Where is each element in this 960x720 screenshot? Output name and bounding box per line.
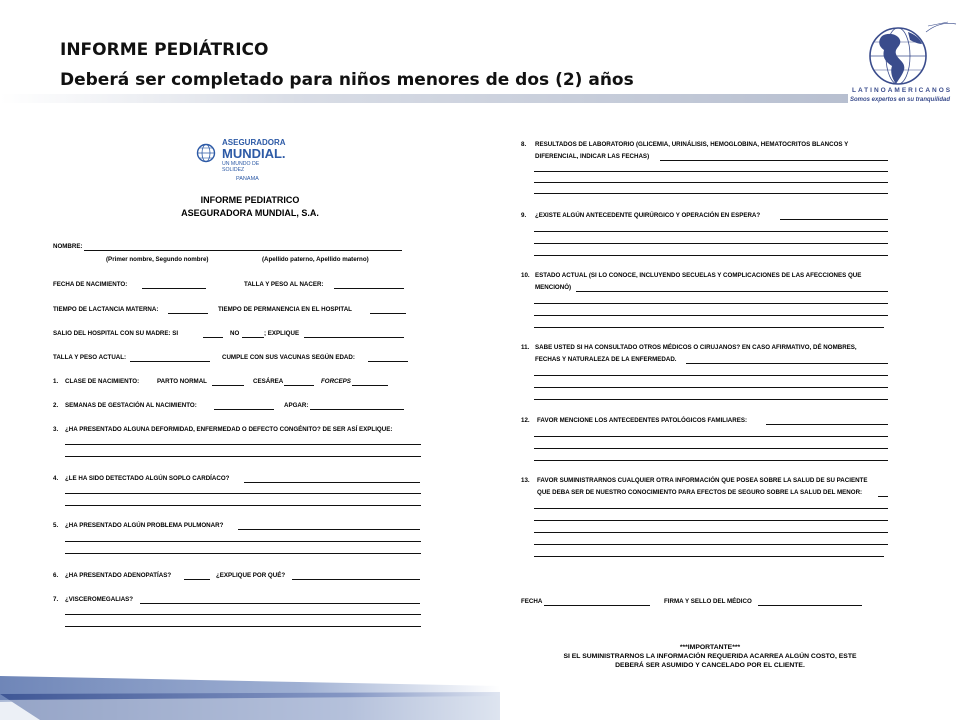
q12-answer-line[interactable] [766, 424, 888, 425]
q2-label: SEMANAS DE GESTACIÓN AL NACIMIENTO: [65, 402, 197, 409]
q1-cesarea-label: CESÁREA [253, 378, 284, 385]
salio-no-label: NO [230, 330, 240, 337]
q12-answer-line[interactable] [534, 448, 888, 449]
insurer-logo-slogan: UN MUNDO DE SOLIDEZ [222, 161, 260, 173]
important-title: ***IMPORTANTE*** [679, 644, 741, 651]
logo-wordmark: LATINOAMERICANOS [852, 87, 953, 94]
q13-answer-line[interactable] [534, 556, 884, 557]
permanencia-field[interactable] [370, 313, 406, 314]
talla-actual-field[interactable] [130, 361, 210, 362]
q11-answer-line[interactable] [686, 363, 888, 364]
q11-label-line2: FECHAS Y NATURALEZA DE LA ENFERMEDAD. [535, 356, 677, 363]
important-line1: SI EL SUMINISTRARNOS LA INFORMACIÓN REQUERIDA ACARREA ALGÚN COSTO, ESTE [563, 653, 857, 660]
q1-cesarea-field[interactable] [284, 385, 314, 386]
important-line2: DEBERÁ SER ASUMIDO Y CANCELADO POR EL CLIENTE. [615, 662, 805, 669]
q12-answer-line[interactable] [534, 436, 888, 437]
q13-label-line2: QUE DEBA SER DE NUESTRO CONOCIMIENTO PARA EFECTOS DE SEGURO SOBRE LA SALUD DEL MENOR: [537, 489, 863, 496]
q4-answer-line[interactable] [244, 482, 420, 483]
q12-answer-line[interactable] [534, 460, 888, 461]
q13-answer-line[interactable] [534, 508, 888, 509]
q3-label: ¿HA PRESENTADO ALGUNA DEFORMIDAD, ENFERMEDAD O DEFECTO CONGÉNITO? DE SER ASÍ EXPLIQUE: [65, 426, 393, 433]
fecha-field[interactable] [544, 605, 650, 606]
q13-label-line1: FAVOR SUMINISTRARNOS CUALQUIER OTRA INFORMACIÓN QUE POSEA SOBRE LA SALUD DE SU PACIENTE [537, 477, 868, 484]
insurer-logo-country: PANAMA [236, 176, 259, 182]
q5-answer-line[interactable] [65, 541, 421, 542]
q8-label-line2: DIFERENCIAL, INDICAR LAS FECHAS) [535, 153, 650, 160]
salio-si-field[interactable] [203, 337, 223, 338]
q9-answer-line[interactable] [534, 243, 888, 244]
nombre-field[interactable] [84, 250, 402, 251]
q11-answer-line[interactable] [534, 375, 888, 376]
q6-label: ¿HA PRESENTADO ADENOPATÍAS? [65, 572, 172, 579]
vacunas-field[interactable] [368, 361, 408, 362]
q6-number: 6. [53, 572, 59, 579]
footer-decoration [0, 676, 500, 720]
slide-subtitle: Deberá ser completado para niños menores de dos (2) años [60, 70, 634, 90]
q1-forceps-label: FORCEPS [321, 378, 351, 385]
q10-answer-line[interactable] [534, 303, 888, 304]
fecha-label: FECHA [521, 598, 543, 605]
logo-tagline: Somos expertos en su tranquilidad [850, 97, 951, 103]
q11-number: 11. [521, 344, 530, 351]
fecha-nacimiento-field[interactable] [142, 288, 206, 289]
q10-answer-line[interactable] [576, 291, 888, 292]
q7-number: 7. [53, 596, 59, 603]
q11-answer-line[interactable] [534, 399, 888, 400]
q9-label: ¿EXISTE ALGÚN ANTECEDENTE QUIRÚRGICO Y OPERACIÓN EN ESPERA? [535, 212, 761, 219]
q10-label-line2: MENCIONÓ) [535, 284, 572, 291]
important-notice [520, 643, 900, 670]
q10-answer-line[interactable] [534, 327, 884, 328]
q5-number: 5. [53, 522, 59, 529]
salio-explique-field[interactable] [304, 337, 404, 338]
form-title: INFORME PEDIATRICO [200, 195, 300, 205]
q5-answer-line[interactable] [65, 553, 421, 554]
q3-answer-line[interactable] [65, 456, 421, 457]
q4-label: ¿LE HA SIDO DETECTADO ALGÚN SOPLO CARDÍACO? [65, 475, 230, 482]
q12-number: 12. [521, 417, 530, 424]
q13-answer-line[interactable] [534, 520, 888, 521]
vacunas-label: CUMPLE CON SUS VACUNAS SEGÚN EDAD: [222, 354, 355, 361]
q6-explique-field[interactable] [292, 579, 420, 580]
q8-answer-line[interactable] [660, 160, 888, 161]
salio-no-field[interactable] [242, 337, 264, 338]
q8-answer-line[interactable] [534, 182, 888, 183]
q1-label: CLASE DE NACIMIENTO: [65, 378, 140, 385]
q11-answer-line[interactable] [534, 387, 888, 388]
talla-nacer-field[interactable] [334, 288, 404, 289]
q6-explique-label: ¿EXPLIQUE POR QUÉ? [216, 572, 286, 579]
q7-label: ¿VISCEROMEGALIAS? [65, 596, 134, 603]
q7-answer-line[interactable] [65, 626, 421, 627]
nombre-hint-first: (Primer nombre, Segundo nombre) [106, 256, 209, 263]
q9-answer-line[interactable] [534, 255, 888, 256]
q8-answer-line[interactable] [534, 171, 888, 172]
q2-apgar-field[interactable] [310, 409, 404, 410]
q2-apgar-label: APGAR: [284, 402, 309, 409]
insurer-logo-line1: ASEGURADORA [222, 138, 286, 147]
q6-answer-field[interactable] [184, 579, 210, 580]
q8-number: 8. [521, 141, 527, 148]
q5-answer-line[interactable] [238, 529, 420, 530]
salio-label: SALIO DEL HOSPITAL CON SU MADRE: SI [53, 330, 179, 337]
q4-answer-line[interactable] [65, 505, 421, 506]
q9-answer-line[interactable] [534, 231, 888, 232]
nombre-label: NOMBRE: [53, 243, 83, 250]
q7-answer-line[interactable] [65, 614, 421, 615]
permanencia-label: TIEMPO DE PERMANENCIA EN EL HOSPITAL [218, 306, 352, 313]
q4-number: 4. [53, 475, 59, 482]
nombre-hint-last: (Apellido paterno, Apellido materno) [262, 256, 369, 263]
q8-label-line1: RESULTADOS DE LABORATORIO (GLICEMIA, URINÁLISIS, HEMOGLOBINA, HEMATOCRITOS BLANCOS Y [535, 141, 849, 148]
talla-actual-label: TALLA Y PESO ACTUAL: [53, 354, 127, 361]
insurer-logo-line2: MUNDIAL. [222, 146, 286, 161]
form-company: ASEGURADORA MUNDIAL, S.A. [181, 208, 319, 218]
q9-answer-line[interactable] [780, 219, 888, 220]
q10-answer-line[interactable] [534, 315, 888, 316]
q4-answer-line[interactable] [65, 493, 421, 494]
q1-forceps-field[interactable] [352, 385, 388, 386]
lactancia-label: TIEMPO DE LACTANCIA MATERNA: [53, 306, 159, 313]
q1-parto-field[interactable] [212, 385, 244, 386]
header-divider-bar [0, 94, 848, 103]
q13-answer-line[interactable] [534, 532, 888, 533]
fecha-nacimiento-label: FECHA DE NACIMIENTO: [53, 281, 128, 288]
slide-title: INFORME PEDIÁTRICO [60, 40, 269, 60]
q2-semanas-field[interactable] [214, 409, 274, 410]
q1-parto-label: PARTO NORMAL [157, 378, 207, 385]
q3-answer-line[interactable] [65, 444, 421, 445]
firma-label: FIRMA Y SELLO DEL MÉDICO [664, 598, 752, 605]
q13-answer-line[interactable] [534, 544, 888, 545]
q1-number: 1. [53, 378, 59, 385]
q10-number: 10. [521, 272, 530, 279]
talla-nacer-label: TALLA Y PESO AL NACER: [244, 281, 324, 288]
q12-label: FAVOR MENCIONE LOS ANTECEDENTES PATOLÓGICOS FAMILIARES: [537, 417, 748, 424]
lactancia-field[interactable] [168, 313, 208, 314]
q13-number: 13. [521, 477, 530, 484]
q11-label-line1: SABE USTED SI HA CONSULTADO OTROS MÉDICOS O CIRUJANOS? EN CASO AFIRMATIVO, DÉ NOMBRES, [535, 344, 857, 351]
firma-field[interactable] [758, 605, 862, 606]
salio-explique-label: ; EXPLIQUE [264, 330, 300, 337]
q2-number: 2. [53, 402, 59, 409]
q8-answer-line[interactable] [534, 193, 888, 194]
q13-answer-line[interactable] [878, 496, 888, 497]
q7-answer-line[interactable] [140, 603, 420, 604]
q3-number: 3. [53, 426, 59, 433]
q5-label: ¿HA PRESENTADO ALGÚN PROBLEMA PULMONAR? [65, 522, 224, 529]
q9-number: 9. [521, 212, 527, 219]
q10-label-line1: ESTADO ACTUAL (SI LO CONOCE, INCLUYENDO SECUELAS Y COMPLICACIONES DE LAS AFECCIONES QUE [535, 272, 862, 279]
